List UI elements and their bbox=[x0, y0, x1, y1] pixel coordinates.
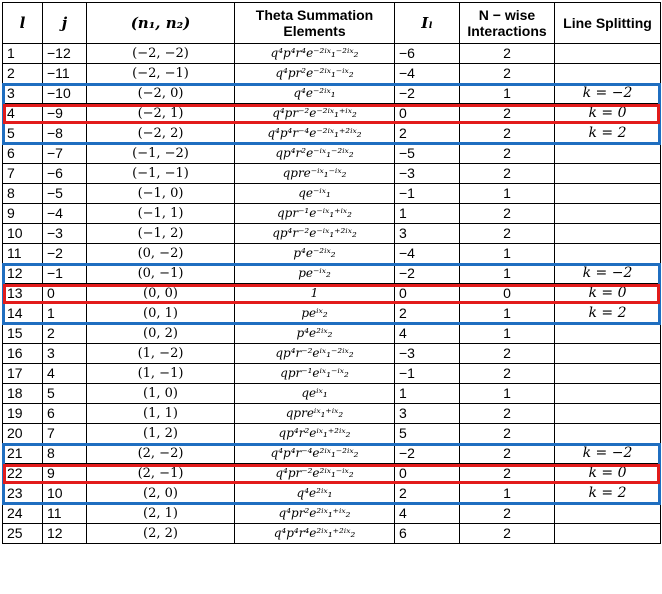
cell-line-splitting bbox=[555, 364, 661, 384]
cell-n-pair: (0, 2) bbox=[87, 324, 235, 344]
cell-j: −4 bbox=[43, 204, 87, 224]
cell-theta: q⁴p⁴r⁴e⁻²ⁱˣ₁⁻²ⁱˣ₂ bbox=[235, 44, 395, 64]
cell-j: 9 bbox=[43, 464, 87, 484]
cell-theta: q⁴pr²e⁻²ⁱˣ₁⁻ⁱˣ₂ bbox=[235, 64, 395, 84]
cell-l: 14 bbox=[3, 304, 43, 324]
table-row bbox=[3, 444, 661, 464]
cell-j: 6 bbox=[43, 404, 87, 424]
cell-I: 1 bbox=[395, 204, 460, 224]
table-row bbox=[3, 104, 661, 124]
cell-n-pair: (1, 0) bbox=[87, 384, 235, 404]
cell-I: −1 bbox=[395, 364, 460, 384]
table-row bbox=[3, 424, 661, 444]
table-row bbox=[3, 364, 661, 384]
cell-j: −7 bbox=[43, 144, 87, 164]
table-row bbox=[3, 244, 661, 264]
cell-j: 7 bbox=[43, 424, 87, 444]
table-row bbox=[3, 324, 661, 344]
cell-nwise: 2 bbox=[460, 464, 555, 484]
cell-n-pair: (−1, 2) bbox=[87, 224, 235, 244]
cell-j: 12 bbox=[43, 524, 87, 544]
cell-line-splitting bbox=[555, 204, 661, 224]
cell-l: 24 bbox=[3, 504, 43, 524]
cell-l: 13 bbox=[3, 284, 43, 304]
cell-theta: qp⁴r²e⁻ⁱˣ₁⁻²ⁱˣ₂ bbox=[235, 144, 395, 164]
cell-line-splitting bbox=[555, 164, 661, 184]
cell-n-pair: (−2, 1) bbox=[87, 104, 235, 124]
cell-I: 3 bbox=[395, 224, 460, 244]
table-row bbox=[3, 44, 661, 64]
cell-theta: qp⁴r⁻²e⁻ⁱˣ₁⁺²ⁱˣ₂ bbox=[235, 224, 395, 244]
cell-line-splitting bbox=[555, 504, 661, 524]
cell-j: −12 bbox=[43, 44, 87, 64]
cell-j: 11 bbox=[43, 504, 87, 524]
cell-l: 25 bbox=[3, 524, 43, 544]
cell-l: 10 bbox=[3, 224, 43, 244]
cell-line-splitting bbox=[555, 344, 661, 364]
cell-l: 15 bbox=[3, 324, 43, 344]
cell-I: 4 bbox=[395, 504, 460, 524]
cell-line-splitting bbox=[555, 424, 661, 444]
cell-j: −5 bbox=[43, 184, 87, 204]
cell-nwise: 1 bbox=[460, 324, 555, 344]
cell-I: 0 bbox=[395, 104, 460, 124]
cell-theta: qe⁻ⁱˣ₁ bbox=[235, 184, 395, 204]
header-line-splitting: Line Splitting bbox=[555, 3, 661, 44]
cell-I: −2 bbox=[395, 444, 460, 464]
cell-theta: qpr⁻¹eⁱˣ₁⁻ⁱˣ₂ bbox=[235, 364, 395, 384]
cell-j: 0 bbox=[43, 284, 87, 304]
cell-l: 17 bbox=[3, 364, 43, 384]
cell-I: −1 bbox=[395, 184, 460, 204]
cell-nwise: 1 bbox=[460, 384, 555, 404]
header-nwise: N − wise Interactions bbox=[460, 3, 555, 44]
cell-nwise: 2 bbox=[460, 164, 555, 184]
table-row bbox=[3, 524, 661, 544]
cell-theta: p⁴e⁻²ⁱˣ₂ bbox=[235, 244, 395, 264]
cell-theta: q⁴p⁴r⁻⁴e²ⁱˣ₁⁻²ⁱˣ₂ bbox=[235, 444, 395, 464]
cell-theta: q⁴p⁴r⁴e²ⁱˣ₁⁺²ⁱˣ₂ bbox=[235, 524, 395, 544]
cell-line-splitting bbox=[555, 404, 661, 424]
cell-n-pair: (0, −1) bbox=[87, 264, 235, 284]
cell-l: 2 bbox=[3, 64, 43, 84]
cell-l: 7 bbox=[3, 164, 43, 184]
cell-I: −3 bbox=[395, 344, 460, 364]
cell-line-splitting: k = 2 bbox=[555, 484, 661, 504]
cell-line-splitting bbox=[555, 224, 661, 244]
cell-theta: 1 bbox=[235, 284, 395, 304]
header-n-pair: (n₁, n₂) bbox=[87, 3, 235, 44]
cell-n-pair: (1, 2) bbox=[87, 424, 235, 444]
cell-l: 21 bbox=[3, 444, 43, 464]
theta-summation-table bbox=[2, 2, 661, 544]
cell-I: −2 bbox=[395, 84, 460, 104]
table-row bbox=[3, 384, 661, 404]
cell-theta: q⁴pr⁻²e⁻²ⁱˣ₁⁺ⁱˣ₂ bbox=[235, 104, 395, 124]
cell-n-pair: (−2, 0) bbox=[87, 84, 235, 104]
cell-I: 2 bbox=[395, 304, 460, 324]
cell-nwise: 2 bbox=[460, 104, 555, 124]
cell-l: 11 bbox=[3, 244, 43, 264]
cell-nwise: 1 bbox=[460, 184, 555, 204]
table-row bbox=[3, 284, 661, 304]
cell-l: 22 bbox=[3, 464, 43, 484]
cell-n-pair: (−2, −2) bbox=[87, 44, 235, 64]
header-I: Iₗ bbox=[395, 3, 460, 44]
cell-n-pair: (1, 1) bbox=[87, 404, 235, 424]
header-j: j bbox=[43, 3, 87, 44]
cell-n-pair: (0, −2) bbox=[87, 244, 235, 264]
cell-theta: q⁴pr²e²ⁱˣ₁⁺ⁱˣ₂ bbox=[235, 504, 395, 524]
cell-j: 4 bbox=[43, 364, 87, 384]
table-row bbox=[3, 504, 661, 524]
cell-theta: q⁴e⁻²ⁱˣ₁ bbox=[235, 84, 395, 104]
cell-I: 2 bbox=[395, 124, 460, 144]
table-row bbox=[3, 124, 661, 144]
cell-line-splitting bbox=[555, 184, 661, 204]
cell-n-pair: (−1, −2) bbox=[87, 144, 235, 164]
table-row bbox=[3, 64, 661, 84]
cell-nwise: 2 bbox=[460, 224, 555, 244]
cell-n-pair: (0, 0) bbox=[87, 284, 235, 304]
cell-I: 2 bbox=[395, 484, 460, 504]
cell-I: −6 bbox=[395, 44, 460, 64]
cell-I: 5 bbox=[395, 424, 460, 444]
header-l: l bbox=[3, 3, 43, 44]
table-row bbox=[3, 484, 661, 504]
table-row bbox=[3, 184, 661, 204]
cell-nwise: 1 bbox=[460, 84, 555, 104]
cell-j: 1 bbox=[43, 304, 87, 324]
cell-nwise: 2 bbox=[460, 144, 555, 164]
cell-line-splitting bbox=[555, 64, 661, 84]
cell-I: −4 bbox=[395, 64, 460, 84]
cell-line-splitting: k = −2 bbox=[555, 444, 661, 464]
cell-line-splitting: k = 2 bbox=[555, 304, 661, 324]
table-row bbox=[3, 304, 661, 324]
cell-line-splitting bbox=[555, 44, 661, 64]
cell-theta: peⁱˣ₂ bbox=[235, 304, 395, 324]
cell-j: 2 bbox=[43, 324, 87, 344]
cell-n-pair: (−1, 1) bbox=[87, 204, 235, 224]
table-row bbox=[3, 264, 661, 284]
cell-nwise: 2 bbox=[460, 44, 555, 64]
cell-n-pair: (2, −2) bbox=[87, 444, 235, 464]
cell-l: 4 bbox=[3, 104, 43, 124]
cell-theta: qpr⁻¹e⁻ⁱˣ₁⁺ⁱˣ₂ bbox=[235, 204, 395, 224]
cell-theta: qp⁴r⁻²eⁱˣ₁⁻²ⁱˣ₂ bbox=[235, 344, 395, 364]
cell-I: 6 bbox=[395, 524, 460, 544]
cell-theta: p⁴e²ⁱˣ₂ bbox=[235, 324, 395, 344]
cell-theta: qp⁴r²eⁱˣ₁⁺²ⁱˣ₂ bbox=[235, 424, 395, 444]
cell-n-pair: (−2, 2) bbox=[87, 124, 235, 144]
cell-l: 12 bbox=[3, 264, 43, 284]
cell-nwise: 2 bbox=[460, 504, 555, 524]
cell-n-pair: (2, −1) bbox=[87, 464, 235, 484]
table-row bbox=[3, 164, 661, 184]
cell-nwise: 0 bbox=[460, 284, 555, 304]
cell-nwise: 2 bbox=[460, 424, 555, 444]
cell-line-splitting: k = 2 bbox=[555, 124, 661, 144]
cell-line-splitting: k = 0 bbox=[555, 464, 661, 484]
cell-theta: qpre⁻ⁱˣ₁⁻ⁱˣ₂ bbox=[235, 164, 395, 184]
cell-l: 6 bbox=[3, 144, 43, 164]
cell-line-splitting bbox=[555, 384, 661, 404]
cell-j: −9 bbox=[43, 104, 87, 124]
cell-nwise: 2 bbox=[460, 524, 555, 544]
cell-theta: q⁴pr⁻²e²ⁱˣ₁⁻ⁱˣ₂ bbox=[235, 464, 395, 484]
cell-line-splitting: k = 0 bbox=[555, 284, 661, 304]
cell-nwise: 2 bbox=[460, 124, 555, 144]
cell-j: −2 bbox=[43, 244, 87, 264]
cell-I: 0 bbox=[395, 464, 460, 484]
cell-nwise: 2 bbox=[460, 344, 555, 364]
cell-l: 18 bbox=[3, 384, 43, 404]
cell-I: 0 bbox=[395, 284, 460, 304]
cell-j: 8 bbox=[43, 444, 87, 464]
cell-n-pair: (1, −2) bbox=[87, 344, 235, 364]
cell-line-splitting: k = −2 bbox=[555, 264, 661, 284]
cell-n-pair: (1, −1) bbox=[87, 364, 235, 384]
cell-line-splitting bbox=[555, 244, 661, 264]
cell-nwise: 2 bbox=[460, 404, 555, 424]
cell-l: 1 bbox=[3, 44, 43, 64]
cell-line-splitting bbox=[555, 524, 661, 544]
table-row bbox=[3, 204, 661, 224]
cell-j: −3 bbox=[43, 224, 87, 244]
cell-I: 3 bbox=[395, 404, 460, 424]
cell-j: −11 bbox=[43, 64, 87, 84]
cell-j: −8 bbox=[43, 124, 87, 144]
cell-line-splitting bbox=[555, 324, 661, 344]
cell-j: 5 bbox=[43, 384, 87, 404]
cell-theta: pe⁻ⁱˣ₂ bbox=[235, 264, 395, 284]
table-row bbox=[3, 224, 661, 244]
cell-l: 16 bbox=[3, 344, 43, 364]
cell-n-pair: (2, 2) bbox=[87, 524, 235, 544]
cell-j: −10 bbox=[43, 84, 87, 104]
cell-I: −3 bbox=[395, 164, 460, 184]
cell-I: 1 bbox=[395, 384, 460, 404]
cell-l: 5 bbox=[3, 124, 43, 144]
cell-theta: qeⁱˣ₁ bbox=[235, 384, 395, 404]
table-row bbox=[3, 344, 661, 364]
table-row bbox=[3, 144, 661, 164]
cell-j: −6 bbox=[43, 164, 87, 184]
cell-I: −5 bbox=[395, 144, 460, 164]
cell-l: 23 bbox=[3, 484, 43, 504]
cell-n-pair: (2, 1) bbox=[87, 504, 235, 524]
table-row bbox=[3, 464, 661, 484]
cell-n-pair: (−2, −1) bbox=[87, 64, 235, 84]
table-row bbox=[3, 404, 661, 424]
cell-n-pair: (0, 1) bbox=[87, 304, 235, 324]
cell-j: −1 bbox=[43, 264, 87, 284]
cell-l: 8 bbox=[3, 184, 43, 204]
cell-theta: q⁴p⁴r⁻⁴e⁻²ⁱˣ₁⁺²ⁱˣ₂ bbox=[235, 124, 395, 144]
cell-line-splitting bbox=[555, 144, 661, 164]
cell-I: −4 bbox=[395, 244, 460, 264]
cell-theta: q⁴e²ⁱˣ₁ bbox=[235, 484, 395, 504]
cell-nwise: 1 bbox=[460, 264, 555, 284]
cell-n-pair: (−1, −1) bbox=[87, 164, 235, 184]
cell-nwise: 2 bbox=[460, 444, 555, 464]
cell-j: 3 bbox=[43, 344, 87, 364]
cell-nwise: 2 bbox=[460, 364, 555, 384]
cell-l: 3 bbox=[3, 84, 43, 104]
cell-j: 10 bbox=[43, 484, 87, 504]
cell-n-pair: (2, 0) bbox=[87, 484, 235, 504]
cell-line-splitting: k = 0 bbox=[555, 104, 661, 124]
table-row bbox=[3, 84, 661, 104]
cell-l: 19 bbox=[3, 404, 43, 424]
cell-nwise: 2 bbox=[460, 64, 555, 84]
cell-l: 9 bbox=[3, 204, 43, 224]
cell-n-pair: (−1, 0) bbox=[87, 184, 235, 204]
cell-nwise: 1 bbox=[460, 304, 555, 324]
header-theta: Theta Summation Elements bbox=[235, 3, 395, 44]
cell-I: 4 bbox=[395, 324, 460, 344]
header-row bbox=[3, 3, 661, 44]
cell-nwise: 1 bbox=[460, 484, 555, 504]
cell-nwise: 2 bbox=[460, 204, 555, 224]
cell-I: −2 bbox=[395, 264, 460, 284]
cell-l: 20 bbox=[3, 424, 43, 444]
cell-line-splitting: k = −2 bbox=[555, 84, 661, 104]
cell-nwise: 1 bbox=[460, 244, 555, 264]
cell-theta: qpreⁱˣ₁⁺ⁱˣ₂ bbox=[235, 404, 395, 424]
